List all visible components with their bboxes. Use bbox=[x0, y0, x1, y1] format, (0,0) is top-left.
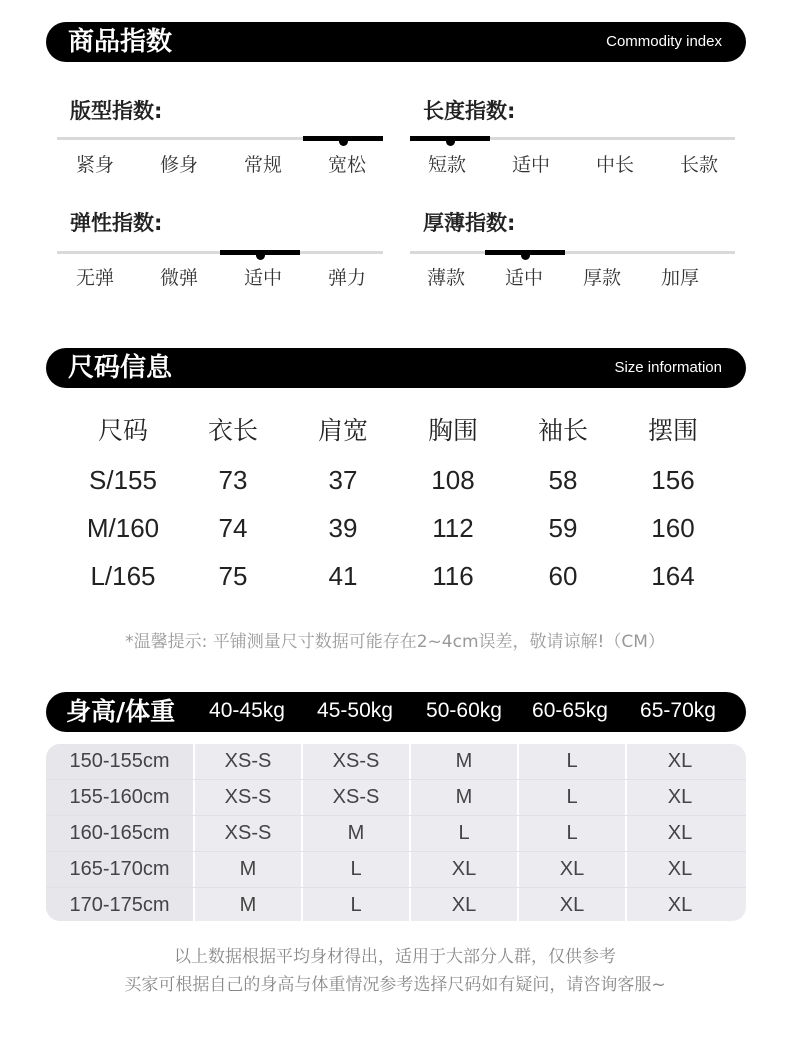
length-option: 短款 bbox=[427, 154, 466, 176]
elasticity-option: 无弹 bbox=[75, 267, 114, 289]
fit-index-title: 版型指数: bbox=[70, 99, 163, 123]
elasticity-option: 微弹 bbox=[159, 267, 198, 289]
fit-index-marker bbox=[303, 136, 383, 141]
commodity-index-banner bbox=[46, 22, 746, 62]
fit-option: 常规 bbox=[243, 154, 282, 176]
weight-range: 50-60kg bbox=[426, 699, 502, 722]
size-recommendation-cell: M bbox=[195, 888, 303, 921]
size-recommendation-cell: XL bbox=[667, 858, 693, 880]
size-recommendation-cell: XS-S bbox=[195, 816, 303, 851]
size-recommendation-cell: XS-S bbox=[303, 780, 411, 815]
size-recommendation-cell: XS-S bbox=[303, 744, 411, 779]
height-weight-label: 身高/体重 bbox=[66, 697, 176, 726]
weight-range: 45-50kg bbox=[317, 699, 393, 722]
fit-index-track bbox=[57, 137, 383, 140]
size-cell: 160 bbox=[651, 512, 695, 543]
size-recommendation-cell: XL bbox=[519, 888, 627, 921]
size-recommendation-cell: XL bbox=[411, 852, 519, 887]
height-cell: 150-155cm bbox=[46, 744, 195, 779]
size-cell: 73 bbox=[218, 464, 248, 495]
size-cell: L/165 bbox=[90, 560, 156, 591]
height-cell: 155-160cm bbox=[46, 780, 195, 815]
size-recommendation-cell: XL bbox=[667, 894, 693, 916]
length-option: 中长 bbox=[595, 154, 634, 176]
size-recommendation-cell: M bbox=[303, 816, 411, 851]
height-cell: 165-170cm bbox=[46, 852, 195, 887]
height-weight-header bbox=[46, 692, 746, 732]
weight-range: 60-65kg bbox=[532, 699, 608, 722]
thickness-index-track bbox=[410, 251, 735, 254]
size-header-cell: 袖长 bbox=[537, 416, 588, 445]
length-option: 长款 bbox=[679, 154, 718, 176]
length-index-title: 长度指数: bbox=[423, 99, 516, 123]
size-recommendation-cell: L bbox=[303, 852, 411, 887]
commodity-index-subtitle: Commodity index bbox=[606, 33, 722, 50]
table-row bbox=[46, 852, 746, 888]
height-cell: 160-165cm bbox=[46, 816, 195, 851]
thickness-index-marker bbox=[485, 250, 565, 255]
weight-range: 40-45kg bbox=[209, 699, 285, 722]
elasticity-option: 弹力 bbox=[327, 267, 366, 289]
size-cell: 60 bbox=[548, 560, 578, 591]
size-recommendation-cell: M bbox=[411, 780, 519, 815]
thickness-option: 薄款 bbox=[426, 267, 465, 289]
measurement-tip: *温馨提示: 平铺测量尺寸数据可能存在2~4cm误差，敬请谅解!（CM） bbox=[125, 632, 665, 652]
size-header-cell: 摆围 bbox=[647, 416, 698, 445]
size-cell: 75 bbox=[218, 560, 248, 591]
thickness-option: 加厚 bbox=[660, 267, 699, 289]
fit-option: 宽松 bbox=[327, 154, 366, 176]
size-recommendation-cell: XL bbox=[667, 822, 693, 844]
size-info-subtitle: Size information bbox=[614, 359, 722, 376]
height-weight-table bbox=[46, 744, 746, 921]
height-cell: 170-175cm bbox=[46, 888, 195, 921]
size-cell: 39 bbox=[328, 512, 358, 543]
commodity-index-title: 商品指数 bbox=[68, 27, 173, 57]
table-row bbox=[46, 780, 746, 816]
thickness-option: 厚款 bbox=[582, 267, 621, 289]
size-table-row bbox=[68, 456, 728, 504]
size-info-banner bbox=[46, 348, 746, 388]
size-cell: 164 bbox=[651, 560, 695, 591]
size-cell: 37 bbox=[328, 464, 358, 495]
size-recommendation-cell: L bbox=[411, 816, 519, 851]
length-index-track bbox=[410, 137, 735, 140]
size-table-row bbox=[68, 552, 728, 600]
size-cell: S/155 bbox=[89, 464, 157, 495]
table-row bbox=[46, 744, 746, 780]
table-row bbox=[46, 816, 746, 852]
size-table bbox=[68, 405, 728, 600]
size-info-title: 尺码信息 bbox=[68, 353, 173, 383]
size-cell: 59 bbox=[548, 512, 578, 543]
length-option: 适中 bbox=[511, 154, 550, 176]
size-cell: 108 bbox=[431, 464, 475, 495]
size-header-cell: 肩宽 bbox=[317, 416, 368, 445]
length-index-marker bbox=[410, 136, 490, 141]
elasticity-index-options bbox=[53, 266, 389, 290]
note-line-1: 以上数据根据平均身材得出，适用于大部分人群，仅供参考 bbox=[174, 947, 616, 967]
thickness-index-options bbox=[407, 266, 719, 290]
thickness-index-title: 厚薄指数: bbox=[423, 211, 516, 235]
size-recommendation-cell: XS-S bbox=[195, 780, 303, 815]
elasticity-index-track bbox=[57, 251, 383, 254]
size-cell: 116 bbox=[432, 560, 474, 591]
size-recommendation-cell: XL bbox=[411, 888, 519, 921]
size-recommendation-cell: L bbox=[303, 888, 411, 921]
size-cell: 41 bbox=[328, 560, 358, 591]
fit-option: 修身 bbox=[159, 154, 198, 176]
elasticity-index-marker bbox=[220, 250, 300, 255]
weight-range: 65-70kg bbox=[640, 699, 716, 722]
size-cell: 74 bbox=[218, 512, 248, 543]
size-cell: M/160 bbox=[86, 512, 160, 543]
size-recommendation-cell: XL bbox=[519, 852, 627, 887]
thickness-option: 适中 bbox=[504, 267, 543, 289]
size-header-cell: 衣长 bbox=[207, 416, 258, 445]
size-cell: 156 bbox=[651, 464, 695, 495]
table-row bbox=[46, 888, 746, 921]
size-table-header bbox=[68, 405, 728, 453]
elasticity-index-title: 弹性指数: bbox=[70, 211, 163, 235]
fit-option: 紧身 bbox=[75, 154, 114, 176]
size-recommendation-cell: XL bbox=[667, 750, 693, 772]
note-line-2: 买家可根据自己的身高与体重情况参考选择尺码如有疑问，请咨询客服~ bbox=[124, 975, 666, 995]
size-table-row bbox=[68, 504, 728, 552]
size-recommendation-cell: XL bbox=[667, 786, 693, 808]
size-recommendation-cell: L bbox=[519, 780, 627, 815]
size-recommendation-cell: L bbox=[519, 816, 627, 851]
size-recommendation-cell: XS-S bbox=[195, 744, 303, 779]
size-recommendation-cell: L bbox=[519, 744, 627, 779]
size-cell: 58 bbox=[548, 464, 578, 495]
length-index-options bbox=[405, 153, 741, 177]
fit-index-options bbox=[53, 153, 389, 177]
elasticity-option: 适中 bbox=[243, 267, 282, 289]
size-recommendation-cell: M bbox=[411, 744, 519, 779]
size-header-cell: 胸围 bbox=[427, 416, 478, 445]
size-header-cell: 尺码 bbox=[97, 416, 148, 445]
size-recommendation-cell: M bbox=[195, 852, 303, 887]
size-cell: 112 bbox=[432, 512, 474, 543]
